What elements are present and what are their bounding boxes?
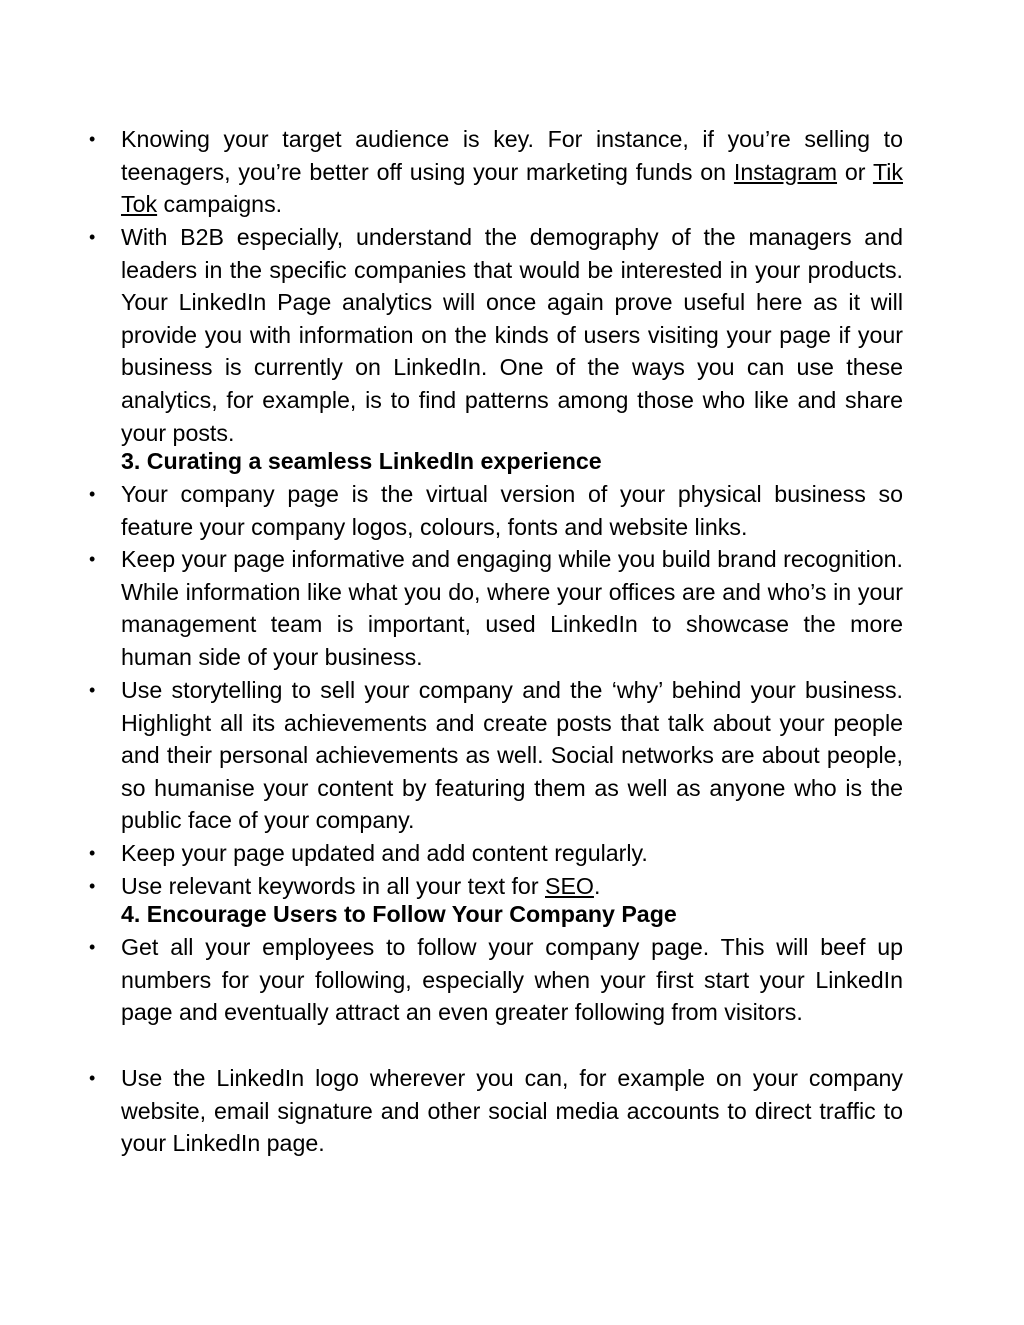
bullet-icon: • (89, 549, 96, 569)
bullet-icon: • (89, 484, 96, 504)
list-item-text: Your company page is the virtual version of your physical business so feature your company logos, colours, fonts and website links. (121, 481, 903, 540)
list-item-informative-engaging (89, 543, 903, 673)
list-item-text: Use relevant keywords in all your text for (121, 873, 545, 899)
list-item-text: Keep your page informative and engaging while you build brand recognition. While information like what you do, where your offices are and who’s in your management team is important, used LinkedIn to showcase the more human side of your business. (121, 546, 903, 670)
bullet-icon: • (89, 1068, 96, 1088)
list-item-b2b-demography (89, 221, 903, 449)
list-item-text: Use storytelling to sell your company and the ‘why’ behind your business. Highlight all its achievements and create posts that talk about your people and their personal achievements as well. Social networks are about people, so humanise your content by featuring them as well as anyone who is the public face of your company. (121, 677, 903, 834)
bullet-icon: • (89, 843, 96, 863)
list-item-text: Keep your page updated and add content regularly. (121, 840, 648, 866)
list-item-updated-content (89, 837, 903, 870)
list-item-storytelling (89, 674, 903, 837)
list-item-text: or (837, 158, 873, 185)
list-item-company-page-virtual (89, 478, 903, 543)
list-item-text: With B2B especially, understand the demography of the managers and leaders in the specific companies that would be interested in your products. Your LinkedIn Page analytics will once again prove useful here as it will provide you with information on the kinds of users visiting your page if your business is currently on LinkedIn. One of the ways you can use these analytics, for example, is to find patterns among those who like and share your posts. (121, 224, 903, 446)
list-item-employees-follow (89, 931, 903, 1029)
bullet-icon: • (89, 680, 96, 700)
list-item-text: Use the LinkedIn logo wherever you can, for example on your company website, email signature and other social media accounts to direct traffic to your LinkedIn page. (121, 1065, 903, 1157)
list-item-text: . (593, 873, 601, 899)
list-item-text: Knowing your target audience is key. For instance, if you’re selling to teenagers, you’re better off using your marketing funds on (121, 126, 903, 185)
list-item-text: Get all your employees to follow your company page. This will beef up numbers for your following, especially when your first start your LinkedIn page and eventually attract an even greater following from visitors. (121, 934, 903, 1026)
seo-link[interactable]: SEO (545, 873, 594, 899)
bullet-icon: • (89, 227, 96, 247)
list-item-keywords-seo (89, 870, 903, 903)
list-item-linkedin-logo (89, 1062, 903, 1160)
instagram-link[interactable]: Instagram (733, 158, 838, 185)
bullet-icon: • (89, 937, 96, 957)
tiktok-link[interactable]: Tik Tok (121, 158, 903, 218)
section-heading-encourage-followers: 4. Encourage Users to Follow Your Company Page (121, 901, 677, 927)
bullet-icon: • (89, 129, 96, 149)
list-item-target-audience (89, 123, 903, 221)
section-heading-curating-experience: 3. Curating a seamless LinkedIn experience (121, 448, 602, 474)
list-item-text: campaigns. (157, 191, 283, 218)
bullet-icon: • (89, 876, 96, 896)
